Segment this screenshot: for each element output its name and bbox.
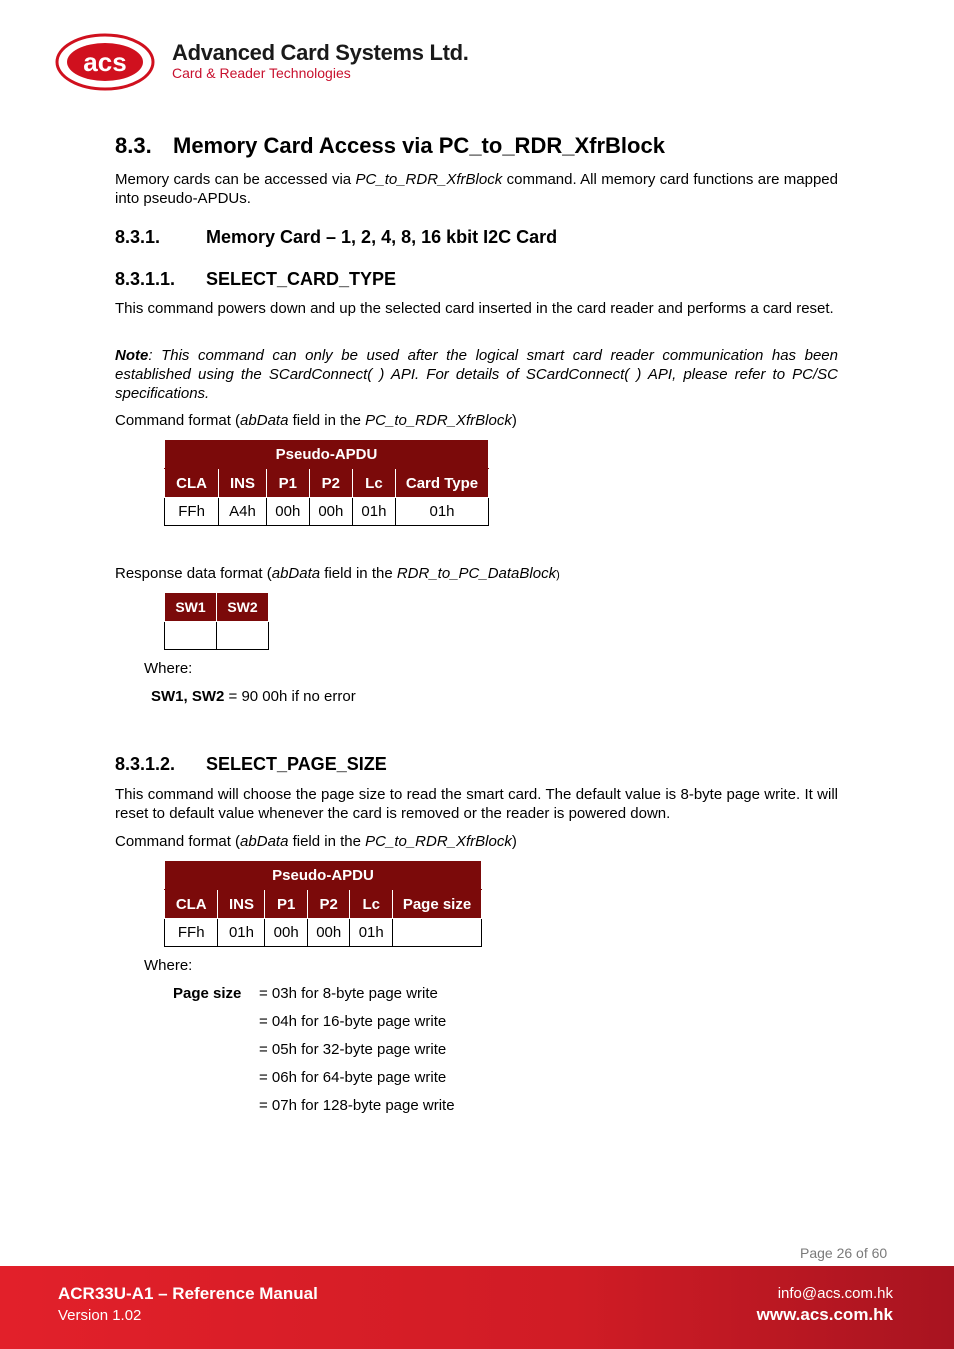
footer-email-link[interactable]: info@acs.com.hk (777, 1285, 893, 1302)
subsection-heading (115, 227, 557, 248)
select-card-type-cmd-format: Command format (abData field in the PC_to_RDR_XfrBlock) (115, 412, 517, 429)
apdu-value-ins: A4h (219, 498, 267, 526)
section-number: 8.3. (115, 133, 152, 158)
apdu-value-p2: 00h (309, 498, 352, 526)
page-number: Page 26 of 60 (800, 1245, 888, 1261)
footer-bar (0, 1266, 954, 1349)
apdu-header-page-size: Page size (393, 890, 482, 919)
page-size-value: = 03h for 8-byte page write (259, 985, 438, 1002)
select-page-size-heading (115, 754, 387, 775)
apdu-header-lc: Lc (350, 890, 393, 919)
apdu-value-page-size (393, 919, 482, 947)
section-intro: Memory cards can be accessed via PC_to_RDR_XfrBlock command. All memory card functions are mapped into pseudo-APDUs. (115, 171, 838, 207)
resp-header-sw2: SW2 (217, 593, 269, 622)
logo-text: acs (83, 47, 127, 77)
apdu-value-lc: 01h (352, 498, 395, 526)
company-tagline: Card & Reader Technologies (172, 65, 351, 81)
response-table (164, 592, 269, 650)
apdu-header-cla: CLA (165, 890, 218, 919)
page-size-value: = 06h for 64-byte page write (259, 1069, 447, 1086)
resp-value-sw1 (165, 622, 217, 650)
resp-value-sw2 (217, 622, 269, 650)
where-label: Where: (144, 957, 193, 974)
apdu-header-p2: P2 (309, 469, 352, 498)
footer-version: Version 1.02 (58, 1307, 142, 1324)
sw-definition: SW1, SW2 = 90 00h if no error (151, 688, 356, 705)
subsection-title: Memory Card – 1, 2, 4, 8, 16 kbit I2C Card (206, 227, 558, 247)
select-page-size-number: 8.3.1.2. (115, 754, 176, 774)
select-page-size-title: SELECT_PAGE_SIZE (206, 754, 387, 774)
select-page-size-apdu-table (164, 860, 482, 947)
select-card-type-resp-format: Response data format (abData field in the RDR_to_PC_DataBlock) (115, 565, 560, 582)
select-card-type-title: SELECT_CARD_TYPE (206, 269, 397, 289)
apdu-header-lc: Lc (352, 469, 395, 498)
acs-logo-icon (55, 32, 160, 94)
select-card-type-heading (115, 269, 396, 290)
footer-doc-title: ACR33U-A1 – Reference Manual (58, 1284, 318, 1303)
apdu-value-lc: 01h (350, 919, 393, 947)
select-card-type-apdu-table (164, 439, 489, 526)
select-page-size-desc: This command will choose the page size to read the smart card. The default value is 8-byte page write. It will reset to default value whenever the card is removed or the reader is powered down. (115, 786, 838, 822)
page-size-value: = 07h for 128-byte page write (259, 1097, 455, 1114)
resp-header-sw1: SW1 (165, 593, 217, 622)
apdu-value-p1: 00h (265, 919, 308, 947)
where-label: Where: (144, 660, 193, 677)
select-card-type-note: Note: This command can only be used after the logical smart card reader communication has been established using the SCardConnect( ) API. For details of SCardConnect( ) API, please refer to PC/SC specifications. (115, 347, 838, 402)
company-name: Advanced Card Systems Ltd. (172, 40, 469, 65)
footer-website-link[interactable]: www.acs.com.hk (756, 1305, 893, 1324)
apdu-value-cla: FFh (165, 919, 218, 947)
subsection-number: 8.3.1. (115, 227, 161, 247)
page-size-value: = 04h for 16-byte page write (259, 1013, 447, 1030)
apdu-header-ins: INS (219, 469, 267, 498)
apdu-header-card-type: Card Type (396, 469, 489, 498)
select-card-type-desc: This command powers down and up the selected card inserted in the card reader and performs a card reset. (115, 300, 834, 317)
select-page-size-cmd-format: Command format (abData field in the PC_to_RDR_XfrBlock) (115, 833, 517, 850)
apdu-header-ins: INS (218, 890, 265, 919)
sw-label: SW1, SW2 (151, 688, 225, 705)
apdu-value-p1: 00h (266, 498, 309, 526)
apdu-value-ins: 01h (218, 919, 265, 947)
apdu-header-p2: P2 (307, 890, 350, 919)
note-label: Note (115, 347, 149, 364)
page-size-value: = 05h for 32-byte page write (259, 1041, 447, 1058)
apdu-header-cla: CLA (165, 469, 219, 498)
apdu-caption: Pseudo-APDU (165, 861, 482, 890)
apdu-header-p1: P1 (266, 469, 309, 498)
apdu-caption: Pseudo-APDU (165, 440, 489, 469)
apdu-value-p2: 00h (307, 919, 350, 947)
apdu-header-p1: P1 (265, 890, 308, 919)
section-title: Memory Card Access via PC_to_RDR_XfrBlock (173, 133, 665, 158)
section-heading (115, 133, 665, 159)
apdu-value-card-type: 01h (396, 498, 489, 526)
select-card-type-number: 8.3.1.1. (115, 269, 176, 289)
apdu-value-cla: FFh (165, 498, 219, 526)
page-size-label: Page size (173, 985, 242, 1002)
